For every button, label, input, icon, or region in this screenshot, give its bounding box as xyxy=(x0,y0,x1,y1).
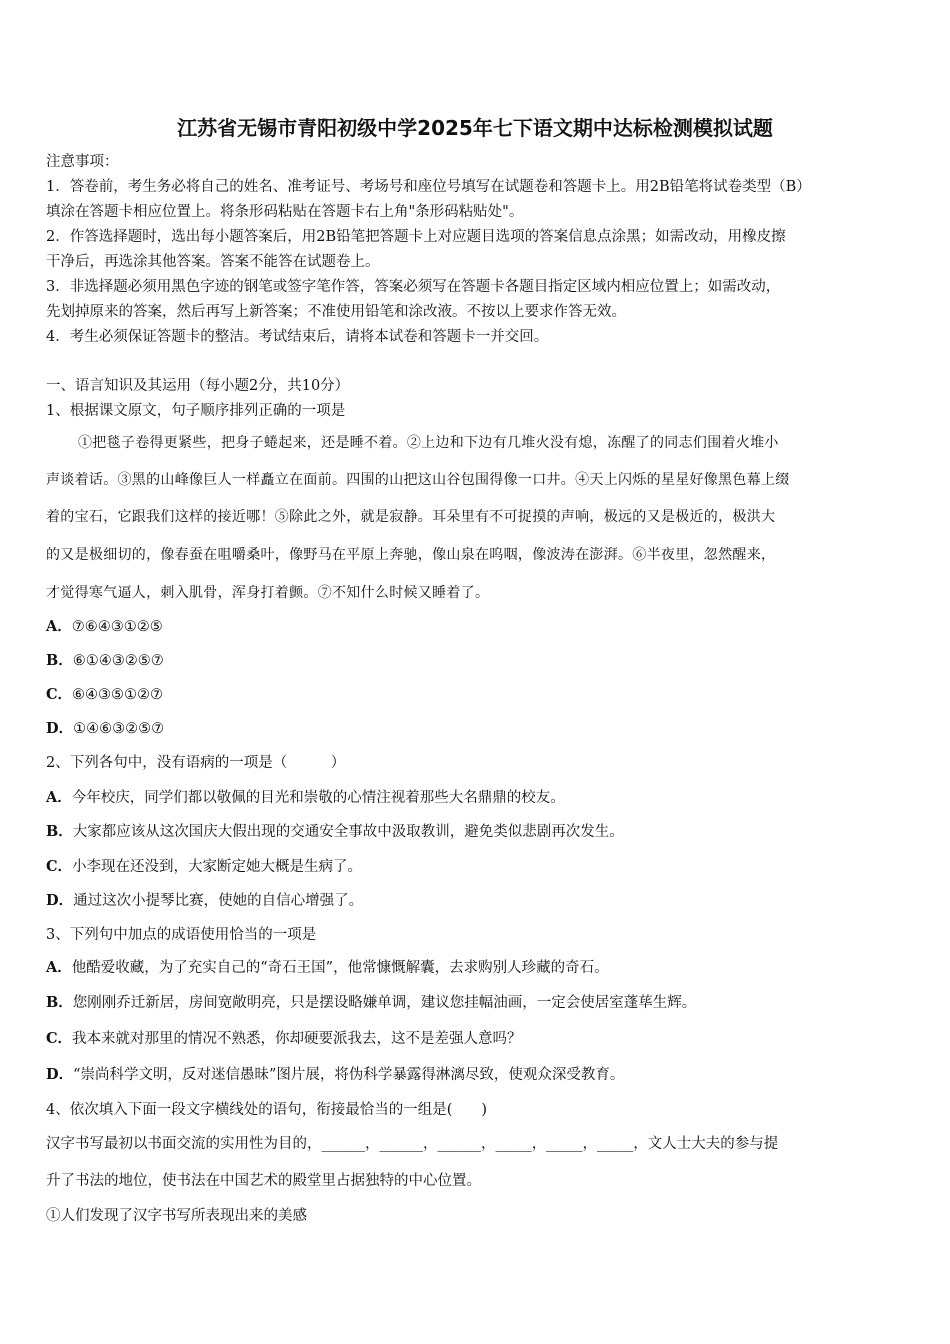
notice-line: 干净后，再选涂其他答案。答案不能答在试题卷上。 xyxy=(46,254,380,270)
option-a xyxy=(46,788,906,808)
option-c xyxy=(46,1029,906,1049)
notice-line: 2．作答选择题时，选出每小题答案后，用2B铅笔把答题卡上对应题目选项的答案信息点涂黑；如需改动，用橡皮擦 xyxy=(46,229,786,245)
notice-line: 1．答卷前，考生务必将自己的姓名、准考证号、考场号和座位号填写在试题卷和答题卡上。用2B铅笔将试卷类型（B） xyxy=(46,179,811,195)
option-a xyxy=(46,958,906,978)
notice-line: 先划掉原来的答案，然后再写上新答案；不准使用铅笔和涂改液。不按以上要求作答无效。 xyxy=(46,304,626,320)
question-1-stem: 1、根据课文原文，句子顺序排列正确的一项是 xyxy=(46,403,346,419)
page-title: 江苏省无锡市青阳初级中学2025年七下语文期中达标检测模拟试题 xyxy=(177,116,773,140)
passage-line: 声谈着话。③黑的山峰像巨人一样矗立在面前。四围的山把这山谷包围得像一口井。④天上闪烁的星星好像黑色幕上缀 xyxy=(46,472,790,488)
notice-heading: 注意事项： xyxy=(46,154,119,170)
option-text: 大家都应该从这次国庆大假出现的交通安全事故中汲取教训，避免类似悲剧再次发生。 xyxy=(72,824,624,840)
passage-line: 才觉得寒气逼人，刺入肌骨，浑身打着颤。⑦不知什么时候又睡着了。 xyxy=(46,585,490,601)
passage-line: ①把毯子卷得更紧些，把身子蜷起来，还是睡不着。②上边和下边有几堆火没有熄，冻醒了的同志们围着火堆小 xyxy=(78,435,779,451)
option-b xyxy=(46,651,906,671)
question-3-stem: 3、下列句中加点的成语使用恰当的一项是 xyxy=(46,927,317,943)
option-text: 您刚刚乔迁新居，房间宽敞明亮，只是摆设略嫌单调，建议您挂幅油画，一定会使居室蓬荜生辉。 xyxy=(72,995,697,1011)
question-4-item: ①人们发现了汉字书写所表现出来的美感 xyxy=(46,1208,307,1224)
option-letter: B． xyxy=(46,652,73,669)
option-letter: A． xyxy=(46,959,72,976)
question-4-stem: 4、依次填入下面一段文字横线处的语句，衔接最恰当的一组是( ) xyxy=(46,1102,488,1118)
passage-line: 的又是极细切的，像春蚕在咀嚼桑叶，像野马在平原上奔驰，像山泉在呜咽，像波涛在澎湃。⑥半夜里，忽然醒来， xyxy=(46,547,776,563)
option-letter: D． xyxy=(46,892,74,909)
option-text: ⑦⑥④③①②⑤ xyxy=(71,619,163,635)
passage-line: 着的宝石，它跟我们这样的接近哪！⑤除此之外，就是寂静。耳朵里有不可捉摸的声响，极远的又是极近的，极洪大 xyxy=(46,509,776,525)
option-letter: C． xyxy=(46,858,73,875)
question-4-body: 升了书法的地位，使书法在中国艺术的殿堂里占据独特的中心位置。 xyxy=(46,1173,481,1189)
option-letter: C． xyxy=(46,686,73,703)
option-text: ①④⑥③②⑤⑦ xyxy=(73,721,165,737)
option-text: 小李现在还没到，大家断定她大概是生病了。 xyxy=(72,859,363,875)
option-c xyxy=(46,685,906,705)
option-letter: D． xyxy=(46,1066,74,1083)
option-letter: A． xyxy=(46,618,72,635)
option-d xyxy=(46,1065,906,1085)
option-a xyxy=(46,617,906,637)
option-text: 他酷爱收藏，为了充实自己的“奇石王国”，他常慷慨解囊，去求购别人珍藏的奇石。 xyxy=(71,960,609,976)
option-letter: C． xyxy=(46,1030,73,1047)
option-letter: B． xyxy=(46,823,73,840)
option-letter: B． xyxy=(46,994,73,1011)
section-heading: 一、语言知识及其运用（每小题2分，共10分） xyxy=(46,378,350,394)
notice-line: 3．非选择题必须用黑色字迹的钢笔或签字笔作答，答案必须写在答题卡各题目指定区域内相应位置上；如需改动， xyxy=(46,279,781,295)
option-letter: A． xyxy=(46,789,72,806)
option-text: ⑥④③⑤①②⑦ xyxy=(72,687,164,703)
option-c xyxy=(46,857,906,877)
option-text: 今年校庆，同学们都以敬佩的目光和崇敬的心情注视着那些大名鼎鼎的校友。 xyxy=(71,790,565,806)
option-d xyxy=(46,719,906,739)
question-2-stem: 2、下列各句中，没有语病的一项是（ ） xyxy=(46,755,346,771)
notice-line: 4．考生必须保证答题卡的整洁。考试结束后，请将本试卷和答题卡一并交回。 xyxy=(46,329,549,345)
option-d xyxy=(46,891,906,911)
option-text: ⑥①④③②⑤⑦ xyxy=(72,653,164,669)
question-4-body: 汉字书写最初以书面交流的实用性为目的，______，______，______，_____，_____，_____，文人士大夫的参与提 xyxy=(46,1136,779,1152)
option-b xyxy=(46,993,906,1013)
notice-line: 填涂在答题卡相应位置上。将条形码粘贴在答题卡右上角"条形码粘贴处"。 xyxy=(46,204,524,220)
option-text: 通过这次小提琴比赛，使她的自信心增强了。 xyxy=(73,893,364,909)
option-letter: D． xyxy=(46,720,74,737)
option-b xyxy=(46,822,906,842)
option-text: 我本来就对那里的情况不熟悉，你却硬要派我去，这不是差强人意吗？ xyxy=(72,1031,522,1047)
option-text: “崇尚科学文明，反对迷信愚昧”图片展，将伪科学暴露得淋漓尽致，使观众深受教育。 xyxy=(73,1067,625,1083)
